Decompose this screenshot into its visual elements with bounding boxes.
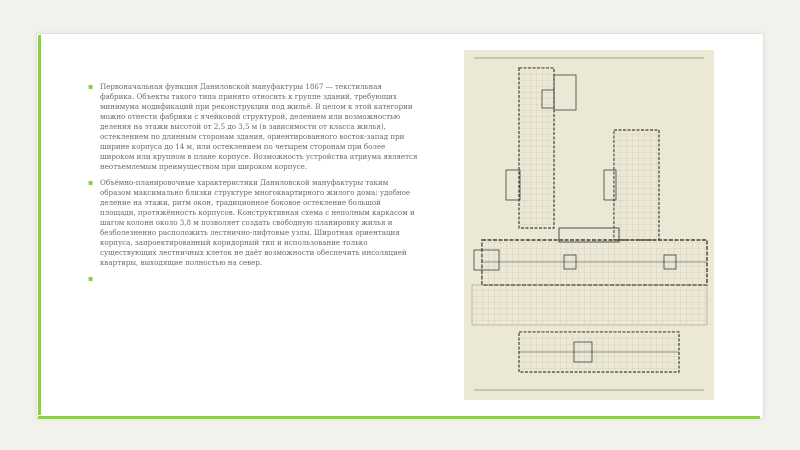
- paragraph-1: [88, 82, 418, 172]
- paragraph-2: [88, 178, 418, 268]
- paragraph-1-text: Первоначальная функция Даниловской мануфактуры 1867 — текстильная фабрика. Объекты такого типа принято относить к группе зданий, требующих минимума модификаций при реконструкции под жильё. В целом к этой категории можно отнести фабрики с ячейковой структурой, делением или возможностью деления на этажи высотой от 2,5 до 3,5 м (в зависимости от класса жилья), остеклением по длинным сторонам здания, ориентированного восток-запад при ширине корпуса до 14 м, или остеклением по четырем сторонам при более широком или крупном в плане корпусе. Возможность устройства атриума является неотъемлемым преимуществом при широком корпусе.: [100, 82, 418, 171]
- bullet-icon: ▪: [88, 274, 94, 283]
- bullet-icon: ▪: [88, 82, 94, 91]
- slide-body-text: [88, 82, 418, 283]
- floor-plan-drawing: [464, 50, 714, 400]
- paragraph-2-text: Объёмно-планировочные характеристики Даниловской мануфактуры таким образом максимально близки структуре многоквартирного жилого дома: удобное деление на этажи, ритм окон, традиционное боковое остекление большой площади, протяжённость корпусов. Конструктивная схема с неполным каркасом и шагом колонн около 3,8 м позволяет создать свободную планировку жилья и безболезненно расположить лестнично-лифтовые узлы. Широтная ориентация корпуса, запроектированный коридорный тип и использование только существующих лестничных клеток не даёт возможности обеспечить инсоляцией квартиры, выходящие полностью на север.: [100, 178, 415, 267]
- bullet-icon: ▪: [88, 178, 94, 187]
- floor-plan-image: [464, 50, 714, 400]
- accent-bar-bottom: [38, 416, 760, 419]
- accent-bar-left: [38, 35, 41, 415]
